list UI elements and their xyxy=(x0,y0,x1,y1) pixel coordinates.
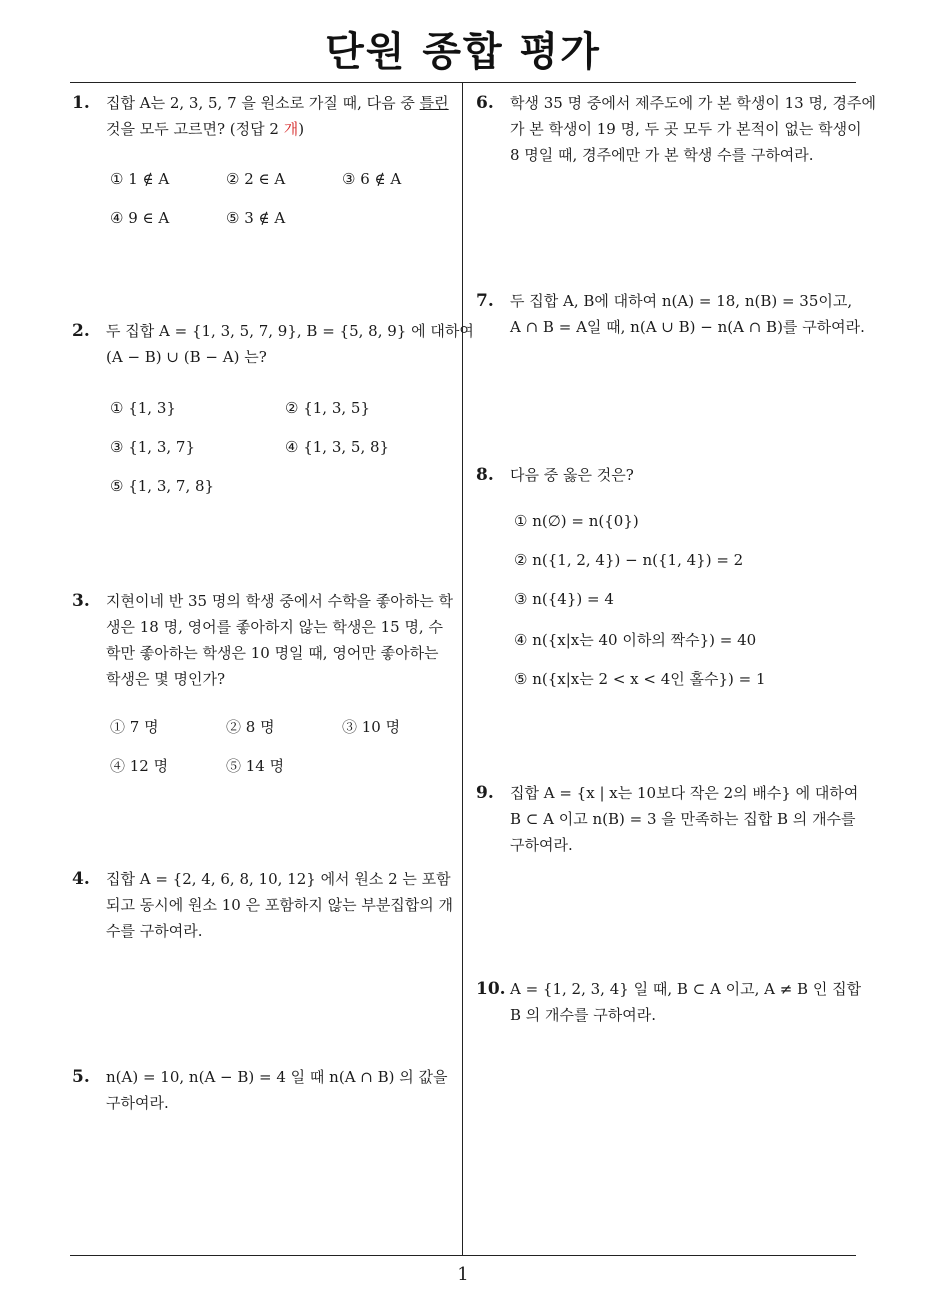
question-text xyxy=(106,90,456,142)
option[interactable]: ④ {1, 3, 5, 8} xyxy=(285,438,390,456)
question-line: 되고 동시에 원소 10 은 포함하지 않는 부분집합의 개 xyxy=(106,896,454,914)
option[interactable]: ④ n({x|x는 40 이하의 짝수}) = 40 xyxy=(514,631,757,649)
question-line: B 의 개수를 구하여라. xyxy=(510,1006,657,1024)
question-10 xyxy=(476,976,860,1028)
question-line: 학만 좋아하는 학생은 10 명일 때, 영어만 좋아하는 xyxy=(106,644,439,662)
option[interactable]: ④ 9 ∈ A xyxy=(110,209,170,227)
option[interactable]: ⑤ 14 명 xyxy=(226,757,285,775)
question-line: B ⊂ A 이고 n(B) = 3 을 만족하는 집합 B 의 개수를 xyxy=(510,810,856,828)
option[interactable]: ② 8 명 xyxy=(226,718,275,736)
question-line: 생은 18 명, 영어를 좋아하지 않는 학생은 15 명, 수 xyxy=(106,618,443,636)
question-line: 집합 A는 2, 3, 5, 7 을 원소로 가질 때, 다음 중 틀린 xyxy=(106,94,449,112)
question-line: 다음 중 옳은 것은? xyxy=(510,466,634,484)
question-line: 8 명일 때, 경주에만 가 본 학생 수를 구하여라. xyxy=(510,146,814,164)
option[interactable]: ⑤ 3 ∉ A xyxy=(226,209,286,227)
question-line: 것을 모두 고르면? (정답 2 개) xyxy=(106,120,305,138)
question-5 xyxy=(72,1064,456,1116)
question-line: 학생은 몇 명인가? xyxy=(106,670,226,688)
question-line: 구하여라. xyxy=(510,836,573,854)
top-rule xyxy=(70,82,856,83)
option[interactable]: ② n({1, 2, 4}) − n({1, 4}) = 2 xyxy=(514,551,744,569)
question-number: 4. xyxy=(72,869,90,889)
question-number: 3. xyxy=(72,591,90,611)
column-divider xyxy=(462,83,463,1255)
option[interactable]: ③ 10 명 xyxy=(342,718,401,736)
option[interactable]: ① n(∅) = n({0}) xyxy=(514,512,639,530)
question-line: 가 본 학생이 19 명, 두 곳 모두 가 본적이 없는 학생이 xyxy=(510,120,862,138)
question-8 xyxy=(476,462,860,488)
question-9 xyxy=(476,780,860,858)
question-text xyxy=(106,1064,456,1116)
question-line: 집합 A = {2, 4, 6, 8, 10, 12} 에서 원소 2 는 포함 xyxy=(106,870,451,888)
option[interactable]: ② 2 ∈ A xyxy=(226,170,286,188)
page-title: 단원 종합 평가 xyxy=(325,29,601,75)
option[interactable]: ① {1, 3} xyxy=(110,399,176,417)
question-line: A ∩ B = A일 때, n(A ∪ B) − n(A ∩ B)를 구하여라. xyxy=(510,318,865,336)
question-line: 수를 구하여라. xyxy=(106,922,203,940)
highlighted-word: 개 xyxy=(283,120,299,138)
question-line: 집합 A = {x | x는 10보다 작은 2의 배수} 에 대하여 xyxy=(510,784,859,802)
question-text xyxy=(510,976,860,1028)
question-number: 8. xyxy=(476,465,494,485)
question-line: A = {1, 2, 3, 4} 일 때, B ⊂ A 이고, A ≠ B 인 집합 xyxy=(510,980,862,998)
question-6 xyxy=(476,90,876,168)
question-number: 7. xyxy=(476,291,494,311)
question-text xyxy=(106,866,456,944)
question-number: 1. xyxy=(72,93,90,113)
question-text xyxy=(106,318,474,370)
question-1 xyxy=(72,90,456,142)
option[interactable]: ⑤ n({x|x는 2 < x < 4인 홀수}) = 1 xyxy=(514,670,766,688)
question-line: (A − B) ∪ (B − A) 는? xyxy=(106,348,267,366)
question-number: 6. xyxy=(476,93,494,113)
option[interactable]: ① 1 ∉ A xyxy=(110,170,170,188)
question-number: 9. xyxy=(476,783,494,803)
question-line: n(A) = 10, n(A − B) = 4 일 때 n(A ∩ B) 의 값을 xyxy=(106,1068,448,1086)
option[interactable]: ③ 6 ∉ A xyxy=(342,170,402,188)
question-line: 학생 35 명 중에서 제주도에 가 본 학생이 13 명, 경주에 xyxy=(510,94,876,112)
option[interactable]: ④ 12 명 xyxy=(110,757,169,775)
question-3 xyxy=(72,588,456,692)
question-text xyxy=(510,288,865,340)
question-line: 구하여라. xyxy=(106,1094,169,1112)
question-text xyxy=(510,90,876,168)
question-text xyxy=(510,780,860,858)
option[interactable]: ③ n({4}) = 4 xyxy=(514,590,614,608)
question-line: 두 집합 A = {1, 3, 5, 7, 9}, B = {5, 8, 9} 에 대하여 xyxy=(106,322,474,340)
option[interactable]: ① 7 명 xyxy=(110,718,159,736)
question-2 xyxy=(72,318,474,370)
page-number: 1 xyxy=(457,1264,469,1285)
option[interactable]: ② {1, 3, 5} xyxy=(285,399,371,417)
question-7 xyxy=(476,288,865,340)
question-number: 5. xyxy=(72,1067,90,1087)
bottom-rule xyxy=(70,1255,856,1256)
question-text xyxy=(106,588,456,692)
question-number: 10. xyxy=(476,979,506,999)
question-4 xyxy=(72,866,456,944)
question-line: 지현이네 반 35 명의 학생 중에서 수학을 좋아하는 학 xyxy=(106,592,454,610)
question-number: 2. xyxy=(72,321,90,341)
underlined-word: 틀린 xyxy=(419,94,449,112)
option[interactable]: ⑤ {1, 3, 7, 8} xyxy=(110,477,215,495)
option[interactable]: ③ {1, 3, 7} xyxy=(110,438,196,456)
question-line: 두 집합 A, B에 대하여 n(A) = 18, n(B) = 35이고, xyxy=(510,292,853,310)
question-text xyxy=(510,462,860,488)
